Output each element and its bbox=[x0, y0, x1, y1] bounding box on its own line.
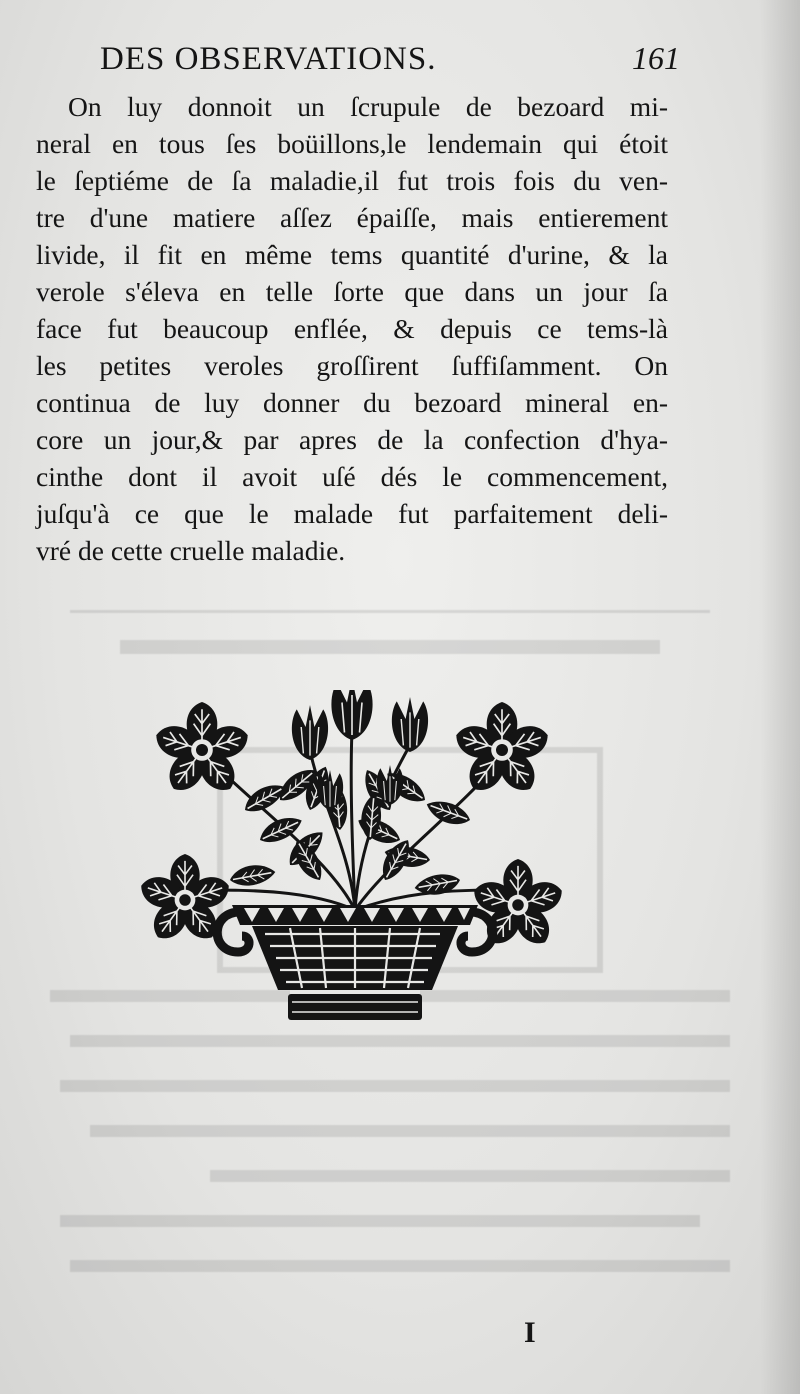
signature-mark: I bbox=[524, 1316, 536, 1349]
text-line: le ſeptiéme de ſa maladie,il fut trois fois du ven- bbox=[36, 165, 668, 196]
text-line: continua de luy donner du bezoard mineral en- bbox=[36, 387, 668, 418]
page-header bbox=[100, 40, 680, 86]
text-line: cinthe dont il avoit uſé dés le commencement, bbox=[36, 461, 668, 492]
text-line: livide, il fit en même tems quantité d'urine, & la bbox=[36, 239, 668, 270]
text-line: verole s'éleva en telle ſorte que dans un jour ſa bbox=[36, 276, 668, 307]
text-line: tre d'une matiere aſſez épaiſſe, mais entierement bbox=[36, 202, 668, 233]
text-line: juſqu'à ce que le malade fut parfaitement deli- bbox=[36, 498, 668, 529]
text-line: On luy donnoit un ſcrupule de bezoard mi- bbox=[68, 91, 668, 122]
text-line: face fut beaucoup enflée, & depuis ce tems-là bbox=[36, 313, 668, 344]
page-edge-shadow bbox=[760, 0, 800, 1394]
body-paragraph bbox=[36, 88, 668, 569]
page-number: 161 bbox=[632, 40, 680, 76]
text-line: vré de cette cruelle maladie. bbox=[36, 535, 346, 566]
flower-basket-woodcut-icon bbox=[140, 690, 570, 1025]
text-line: les petites veroles groſſirent ſuffiſamment. On bbox=[36, 350, 668, 381]
running-head: DES OBSERVATIONS. bbox=[100, 41, 437, 77]
text-line: neral en tous ſes boüillons,le lendemain qui étoit bbox=[36, 128, 668, 159]
text-line: core un jour,& par apres de la confection d'hya- bbox=[36, 424, 668, 455]
